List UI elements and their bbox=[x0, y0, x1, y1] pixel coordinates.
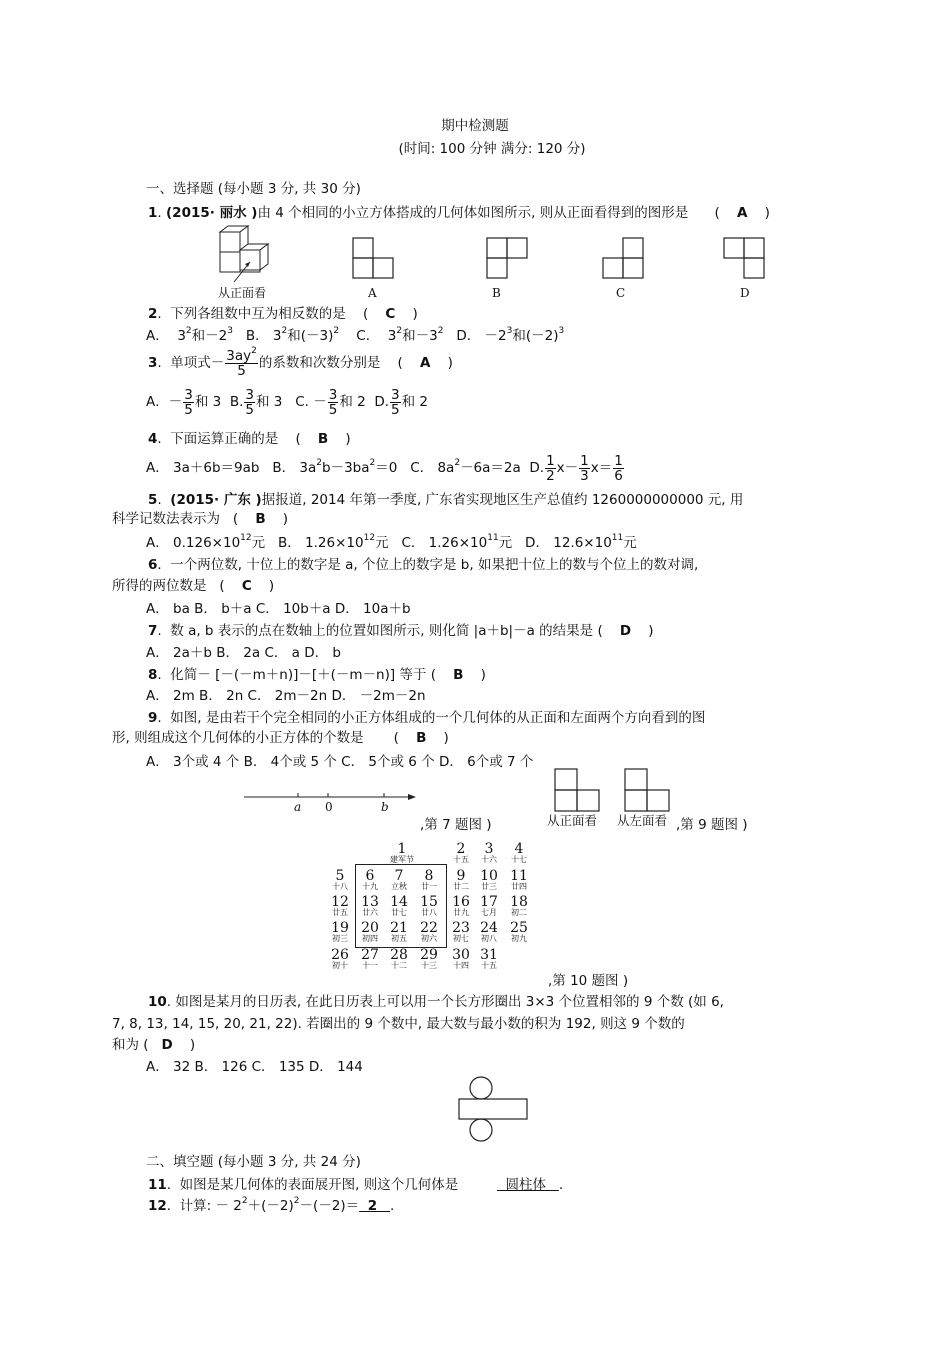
q10-options: A． 32 B． 126 C． 135 D． 144 bbox=[146, 1059, 363, 1075]
calendar-lunar: 廿六 bbox=[362, 908, 378, 917]
calendar-lunar: 初六 bbox=[421, 934, 437, 943]
calendar-day: 20 bbox=[361, 920, 379, 936]
axis-label-0: 0 bbox=[325, 800, 333, 814]
calendar-lunar: 廿四 bbox=[511, 882, 527, 891]
calendar-day: 6 bbox=[365, 868, 375, 884]
question-2: 2. 下列各组数中互为相反数的是 ( C ) bbox=[148, 306, 418, 322]
calendar-lunar: 十三 bbox=[421, 961, 437, 970]
question-10-cont2: 和为 ( D ) bbox=[112, 1037, 196, 1053]
calendar-lunar: 初十 bbox=[332, 961, 348, 970]
q1-option-a[interactable]: A bbox=[368, 286, 377, 300]
q1-option-c[interactable]: C bbox=[616, 286, 626, 300]
question-6-cont: 所得的两位数是 ( C ) bbox=[112, 578, 275, 594]
calendar-lunar: 廿五 bbox=[332, 908, 348, 917]
calendar-lunar: 十四 bbox=[453, 961, 469, 970]
calendar-lunar: 建军节 bbox=[390, 855, 414, 864]
section-heading-1: 一、选择题 (每小题 3 分, 共 30 分) bbox=[146, 181, 361, 197]
section-heading-2: 二、填空题 (每小题 3 分, 共 24 分) bbox=[146, 1154, 361, 1170]
calendar-day: 18 bbox=[510, 894, 528, 910]
question-6: 6. 一个两位数, 十位上的数字是 a, 个位上的数字是 b, 如果把十位上的数与个位上的数对调, bbox=[148, 557, 699, 573]
calendar-day: 28 bbox=[390, 947, 408, 963]
q1-option-a-figure bbox=[352, 237, 396, 281]
calendar-day: 4 bbox=[514, 841, 524, 857]
calendar-lunar: 十五 bbox=[453, 855, 469, 864]
calendar-lunar: 十九 bbox=[362, 882, 378, 891]
calendar-day: 16 bbox=[452, 894, 470, 910]
q1-option-b[interactable]: B bbox=[492, 286, 501, 300]
question-9: 9. 如图, 是由若干个完全相同的小正方体组成的一个几何体的从正面和左面两个方向看到的图 bbox=[148, 710, 706, 726]
calendar-day: 31 bbox=[480, 947, 498, 963]
calendar-lunar: 十七 bbox=[511, 855, 527, 864]
q1-option-b-figure bbox=[486, 237, 530, 281]
q11-cylinder-net bbox=[456, 1076, 530, 1144]
calendar-lunar: 初七 bbox=[453, 934, 469, 943]
calendar-lunar: 初五 bbox=[391, 934, 407, 943]
question-11: 11. 如图是某几何体的表面展开图, 则这个几何体是 圆柱体 . bbox=[148, 1177, 564, 1193]
calendar bbox=[326, 842, 536, 974]
calendar-lunar: 廿七 bbox=[391, 908, 407, 917]
question-10-cont: 7, 8, 13, 14, 15, 20, 21, 22). 若圈出的 9 个数中, 最大数与最小数的积为 192, 则这 9 个数的 bbox=[112, 1016, 685, 1032]
calendar-lunar: 立秋 bbox=[391, 882, 407, 891]
calendar-lunar: 廿三 bbox=[481, 882, 497, 891]
calendar-day: 24 bbox=[480, 920, 498, 936]
q9-options: A． 3个或 4 个 B． 4个或 5 个 C． 5个或 6 个 D． 6个或 7 个 bbox=[146, 754, 534, 770]
q9-front-view bbox=[554, 768, 602, 814]
q10-figure-caption: ,第 10 题图 ) bbox=[548, 973, 629, 989]
q9-left-label: 从左面看 bbox=[617, 813, 668, 828]
calendar-day: 17 bbox=[480, 894, 498, 910]
q5-options: A． $0.126\times 10^{12}$元 B． $1.26\times 10^{12}$元 C． $1.26\times 10^{11}$元 D． $12.6\times 10^{11}$元 bbox=[146, 533, 637, 551]
q1-option-d[interactable]: D bbox=[740, 286, 750, 300]
q9-figure-caption: ,第 9 题图 ) bbox=[676, 817, 748, 833]
calendar-day: 26 bbox=[331, 947, 349, 963]
page-title: 期中检测题 bbox=[441, 118, 509, 134]
calendar-day: 14 bbox=[390, 894, 408, 910]
calendar-day: 3 bbox=[484, 841, 494, 857]
q1-solid-figure bbox=[214, 222, 276, 284]
calendar-day: 25 bbox=[510, 920, 528, 936]
calendar-lunar: 七月 bbox=[481, 908, 497, 917]
q8-options: A． 2m B． 2n C． 2m－2n D． －2m－2n bbox=[146, 688, 426, 704]
q3-options: A．－ $\frac{3}{5}$ 和 3 B. $\frac{3}{5}$ 和 3 C. － $\frac{3}{5}$ 和 2 D. $\frac{3}{5}$ 和 2 bbox=[146, 386, 429, 418]
calendar-day: 11 bbox=[510, 868, 528, 884]
q6-options: A． ba B． b＋a C． 10b＋a D． 10a＋b bbox=[146, 601, 411, 617]
calendar-lunar: 十六 bbox=[481, 855, 497, 864]
question-1: 1. (2015· 丽水 )由 4 个相同的小立方体搭成的几何体如图所示, 则从正面看得到的图形是 ( A ) bbox=[148, 205, 770, 221]
question-4: 4. 下面运算正确的是 ( B ) bbox=[148, 431, 351, 447]
calendar-lunar: 初四 bbox=[362, 934, 378, 943]
question-5-cont: 科学记数法表示为 ( B ) bbox=[112, 511, 289, 527]
page-subtitle: (时间: 100 分钟 满分: 120 分) bbox=[398, 141, 586, 157]
axis-label-a: a bbox=[294, 800, 302, 814]
calendar-day: 22 bbox=[420, 920, 438, 936]
calendar-lunar: 十八 bbox=[332, 882, 348, 891]
calendar-day: 23 bbox=[452, 920, 470, 936]
calendar-lunar: 十二 bbox=[391, 961, 407, 970]
q4-options: A． 3a＋6b＝9ab B． $3a^2b-3ba^2=0$ C． $8a^2-6a=2a$ D. $\frac{1}{2}$ x－ $\frac{1}{3}$ x＝ $\frac{1}{6}$ bbox=[146, 452, 623, 484]
q7-options: A． 2a＋b B． 2a C． a D． b bbox=[146, 645, 341, 661]
calendar-lunar: 十一 bbox=[362, 961, 378, 970]
calendar-lunar: 初九 bbox=[511, 934, 527, 943]
question-8: 8. 化简－ [－(－m＋n)]－[＋(－m－n)] 等于 ( B ) bbox=[148, 667, 486, 683]
axis-label-b: b bbox=[381, 800, 389, 814]
calendar-lunar: 廿八 bbox=[421, 908, 437, 917]
q1-option-d-figure bbox=[723, 237, 767, 281]
calendar-day: 10 bbox=[480, 868, 498, 884]
calendar-lunar: 初三 bbox=[332, 934, 348, 943]
calendar-day: 27 bbox=[361, 947, 379, 963]
calendar-day: 12 bbox=[331, 894, 349, 910]
calendar-lunar: 十五 bbox=[481, 961, 497, 970]
calendar-day: 9 bbox=[456, 868, 466, 884]
calendar-lunar: 廿一 bbox=[421, 882, 437, 891]
calendar-day: 19 bbox=[331, 920, 349, 936]
question-10: 10. 如图是某月的日历表, 在此日历表上可以用一个长方形圈出 3×3 个位置相邻的 9 个数 (如 6, bbox=[148, 994, 724, 1010]
q9-front-label: 从正面看 bbox=[547, 813, 598, 828]
question-3: 3. 单项式－ $\frac{3ay^2}{5}$ 的系数和次数分别是 ( A ) bbox=[148, 345, 453, 379]
calendar-day: 30 bbox=[452, 947, 470, 963]
calendar-day: 1 bbox=[397, 841, 407, 857]
calendar-day: 7 bbox=[394, 868, 404, 884]
q7-figure-caption: ,第 7 题图 ) bbox=[420, 817, 492, 833]
q2-options: A． $3^2$和$-2^3$ B． $3^2$和$(-3)^2$ C． $3^2$和$-3^2$ D． $-2^3$和$(-2)^3$ bbox=[146, 326, 565, 344]
q1-figure-label: 从正面看 bbox=[218, 286, 267, 300]
calendar-day: 8 bbox=[424, 868, 434, 884]
q1-option-c-figure bbox=[602, 237, 646, 281]
calendar-day: 29 bbox=[420, 947, 438, 963]
calendar-day: 2 bbox=[456, 841, 466, 857]
calendar-day: 13 bbox=[361, 894, 379, 910]
calendar-day: 21 bbox=[390, 920, 408, 936]
calendar-lunar: 初八 bbox=[481, 934, 497, 943]
calendar-lunar: 初二 bbox=[511, 908, 527, 917]
calendar-lunar: 廿二 bbox=[453, 882, 469, 891]
q9-left-view bbox=[624, 768, 672, 814]
calendar-day: 5 bbox=[335, 868, 345, 884]
question-9-cont: 形, 则组成这个几何体的小正方体的个数是 ( B ) bbox=[112, 730, 449, 746]
calendar-day: 15 bbox=[420, 894, 438, 910]
question-5: 5. (2015· 广东 )据报道, 2014 年第一季度, 广东省实现地区生产总值约 1260000000000 元, 用 bbox=[148, 492, 744, 508]
calendar-lunar: 廿九 bbox=[453, 908, 469, 917]
question-12: 12. 计算: － $2^2+(-2)^2-(-2)= 2$ . bbox=[148, 1196, 395, 1214]
question-7: 7. 数 a, b 表示的点在数轴上的位置如图所示, 则化简 |a＋b|－a 的结果是 ( D ) bbox=[148, 623, 654, 639]
